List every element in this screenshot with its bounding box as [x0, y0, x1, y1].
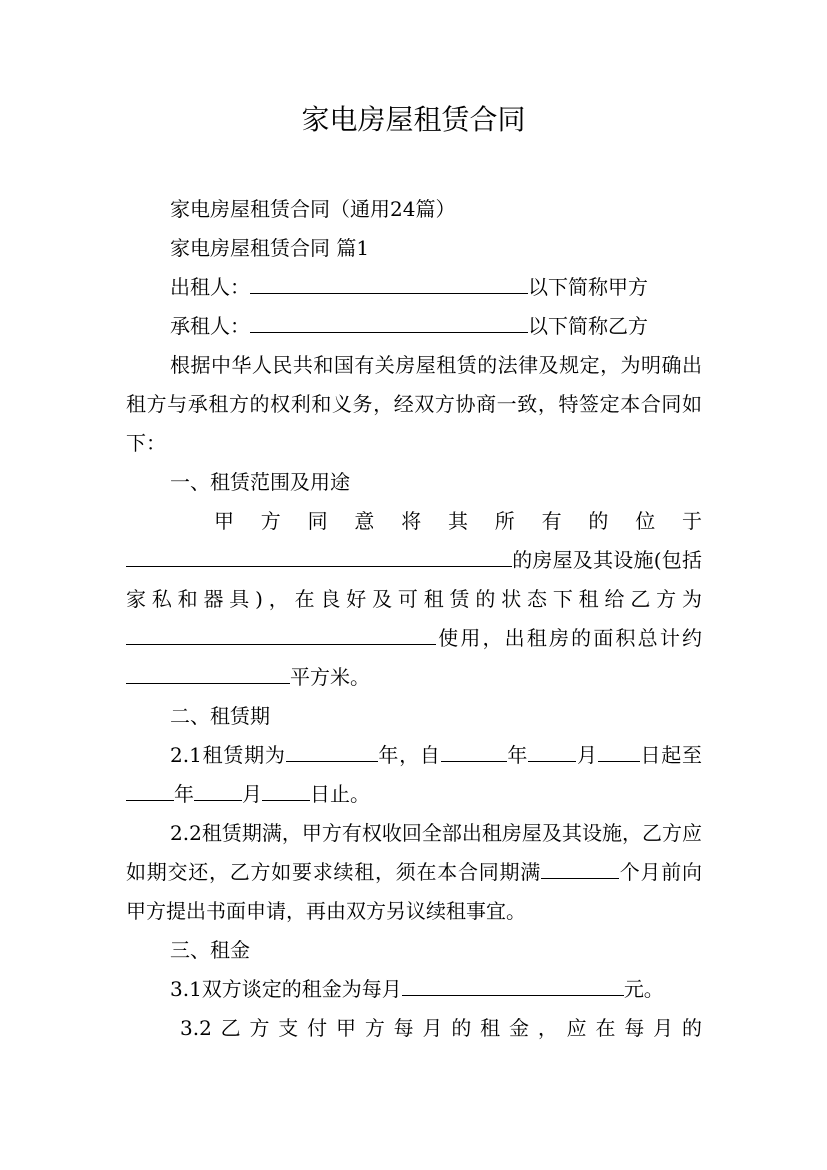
- p31-b: 元。: [623, 977, 664, 1001]
- document-title: 家电房屋租赁合同: [301, 103, 526, 136]
- p21-e: 日起至: [639, 743, 703, 767]
- term-years-blank: [286, 760, 378, 762]
- paragraph-1-b: 的房屋及其设施(包括家私和器具)，在良好及可租赁的状态下租给乙方为: [126, 548, 702, 611]
- lessor-line: [126, 268, 702, 307]
- start-month-blank: [528, 760, 576, 762]
- lessee-line: [126, 307, 702, 346]
- paragraph-1-c: 使用，出租房的面积总计约: [436, 626, 702, 650]
- paragraph-3-2: 3.2乙方支付甲方每月的租金，应在每月的: [180, 1016, 702, 1040]
- paragraph-2-2: [126, 814, 702, 931]
- location-blank: [126, 565, 512, 567]
- paragraph-2-1: [126, 736, 702, 814]
- subtitle: 家电房屋租赁合同（通用24篇）: [170, 197, 456, 221]
- start-year-blank: [441, 760, 507, 762]
- purpose-blank: [126, 643, 436, 645]
- p21-a: 2.1租赁期为: [170, 743, 286, 767]
- lessee-blank: [250, 331, 528, 333]
- lessor-blank: [250, 292, 528, 294]
- end-month-blank: [194, 799, 242, 801]
- intro-paragraph: 根据中华人民共和国有关房屋租赁的法律及规定，为明确出租方与承租方的权利和义务，经双方协商一致，特签定本合同如下：: [126, 353, 702, 455]
- heading-3: 三、租金: [170, 938, 250, 962]
- p31-a: 3.1双方谈定的租金为每月: [170, 977, 402, 1001]
- paragraph-3-1: [126, 970, 702, 1009]
- heading-1: 一、租赁范围及用途: [170, 470, 350, 494]
- paragraph-1: [126, 502, 702, 697]
- lessee-suffix: 以下简称乙方: [528, 314, 648, 338]
- end-year-blank: [126, 799, 174, 801]
- paragraph-1-first-line: 甲方同意将其所有的位于: [214, 509, 702, 533]
- renewal-months-blank: [541, 877, 619, 879]
- lessee-label: 承租人：: [170, 314, 250, 338]
- p21-h: 日止。: [310, 782, 370, 806]
- p21-f: 年: [174, 782, 194, 806]
- heading-2: 二、租赁期: [170, 704, 270, 728]
- lessor-suffix: 以下简称甲方: [528, 275, 648, 299]
- rent-blank: [402, 994, 624, 996]
- p21-d: 月: [576, 743, 598, 767]
- end-day-blank: [262, 799, 310, 801]
- p22-b: 个月前向甲方提出书面申请，再由双方另议续租事宜。: [126, 860, 702, 923]
- p21-g: 月: [242, 782, 262, 806]
- p22-a: 2.2租赁期满，甲方有权收回全部出租房屋及其设施，乙方应如期交还，乙方如要求续租，须在本合同期满: [126, 821, 702, 884]
- start-day-blank: [598, 760, 640, 762]
- p21-b: 年，自: [377, 743, 441, 767]
- lessor-label: 出租人：: [170, 275, 250, 299]
- p21-c: 年: [506, 743, 529, 767]
- section-heading: 家电房屋租赁合同 篇1: [170, 236, 370, 260]
- area-blank: [126, 682, 290, 684]
- document-body: [126, 190, 702, 1048]
- paragraph-1-d: 平方米。: [290, 665, 370, 689]
